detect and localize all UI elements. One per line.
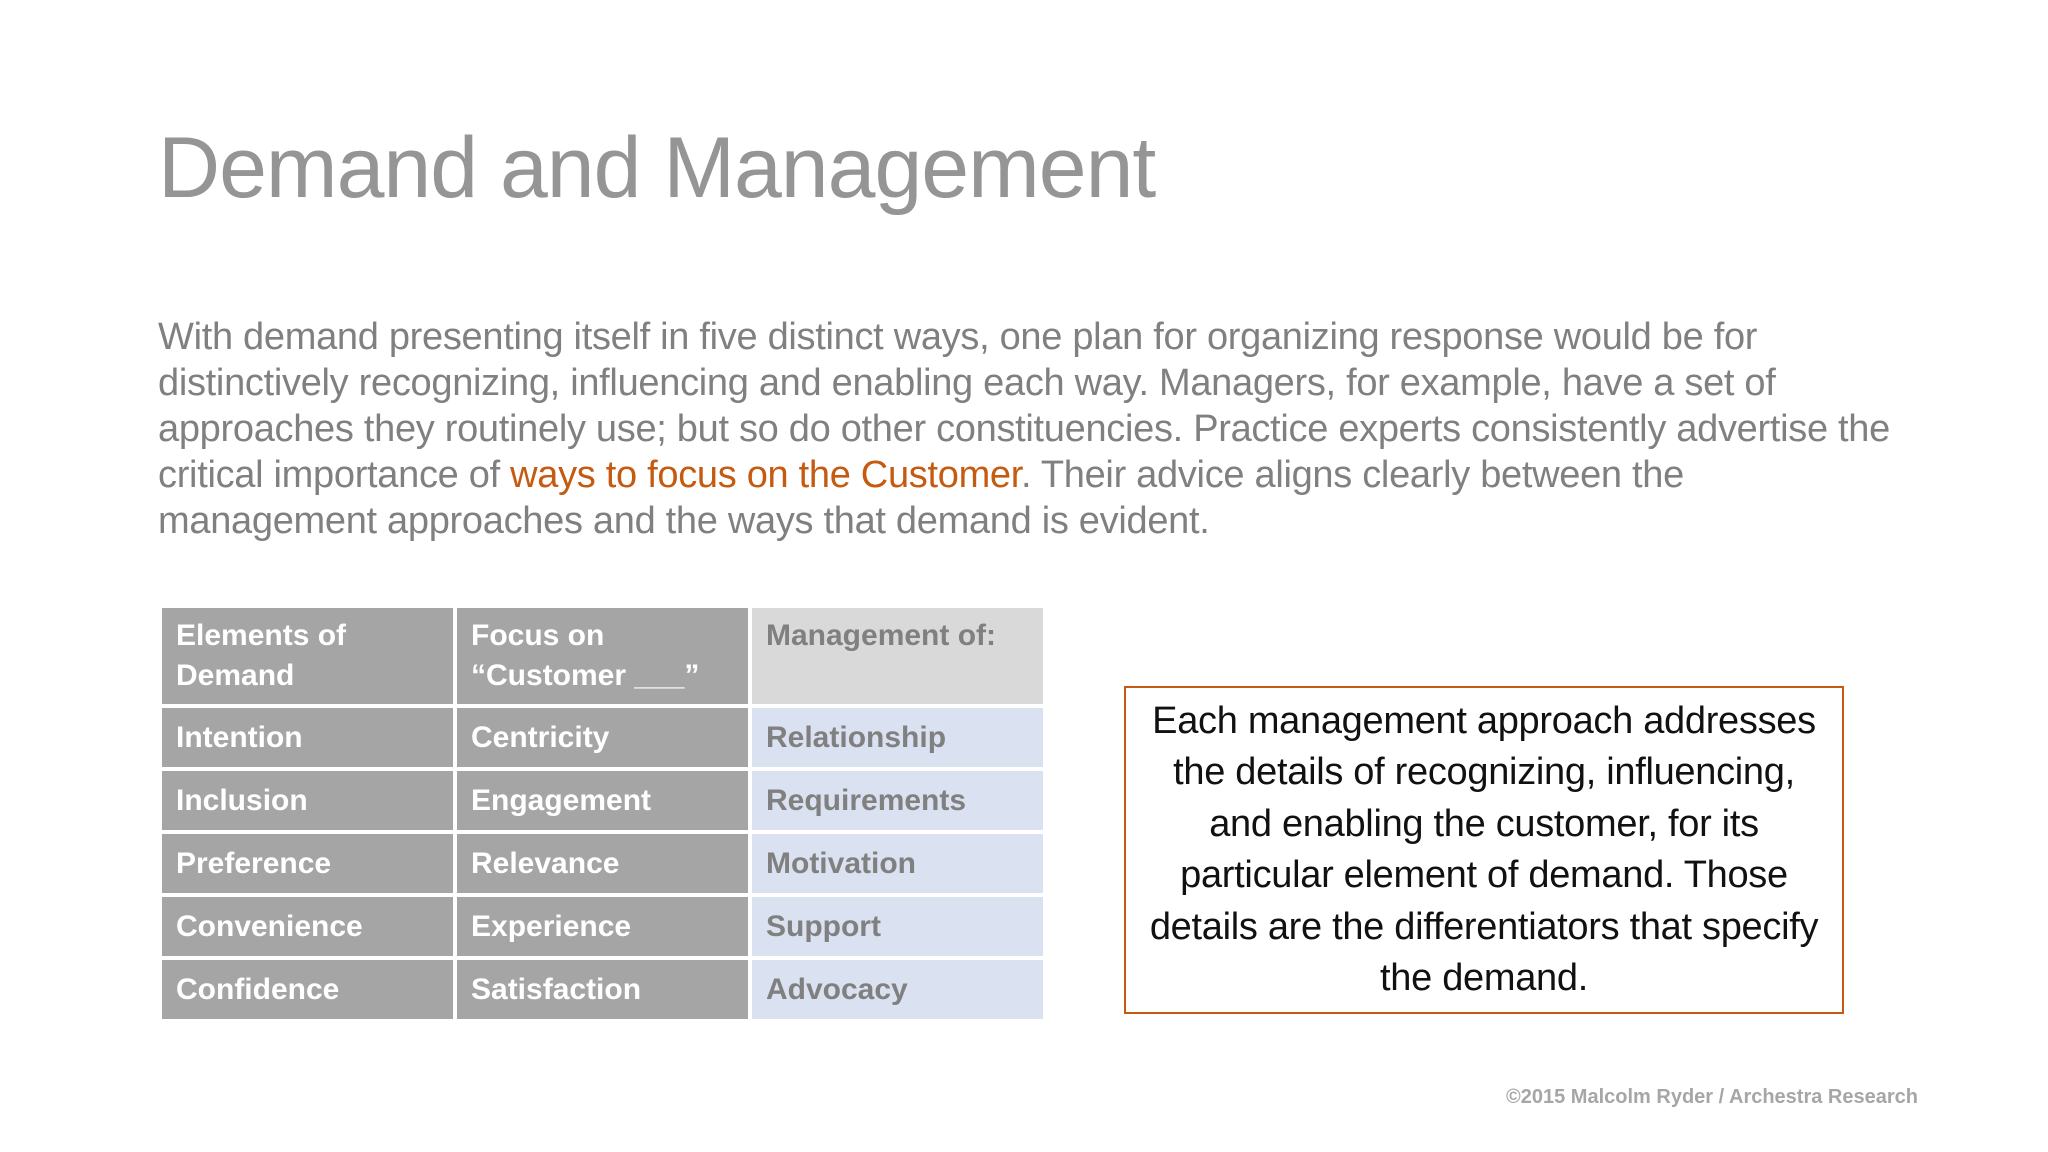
element-cell: Convenience <box>160 895 455 958</box>
focus-cell: Experience <box>455 895 750 958</box>
management-cell: Advocacy <box>750 958 1045 1021</box>
element-cell: Confidence <box>160 958 455 1021</box>
table-row <box>160 895 1045 958</box>
element-cell: Preference <box>160 832 455 895</box>
management-cell: Relationship <box>750 706 1045 769</box>
table-row <box>160 769 1045 832</box>
element-cell: Inclusion <box>160 769 455 832</box>
intro-paragraph <box>158 314 1898 544</box>
element-cell: Intention <box>160 706 455 769</box>
management-cell: Requirements <box>750 769 1045 832</box>
table-row <box>160 706 1045 769</box>
management-cell: Motivation <box>750 832 1045 895</box>
table-row <box>160 958 1045 1021</box>
intro-text-start: With demand presenting itself in five distinct ways, one plan for organizing response would be for distinctively recognizing, influencing and enabling each way. Managers, for example, have a set of approaches they routinely use; but so do other constituencies. Practice experts consistently advertise the critical importance of <box>158 316 1890 496</box>
focus-cell: Engagement <box>455 769 750 832</box>
slide-title: Demand and Management <box>158 120 1156 216</box>
management-cell: Support <box>750 895 1045 958</box>
header-elements-of-demand: Elements of Demand <box>160 606 455 706</box>
table-row <box>160 832 1045 895</box>
focus-cell: Centricity <box>455 706 750 769</box>
demand-table <box>158 604 1047 1023</box>
copyright-notice: ©2015 Malcolm Ryder / Archestra Research <box>1506 1086 1918 1108</box>
focus-cell: Satisfaction <box>455 958 750 1021</box>
table-header-row <box>160 606 1045 706</box>
intro-text-end: . Their advice aligns clearly between the management approaches and the ways that demand is evident. <box>158 454 1684 542</box>
callout-text: Each management approach addresses the details of recognizing, influencing, and enabling the customer, for its particular element of demand. Those details are the differentiators that specify the demand. <box>1149 699 1819 999</box>
callout-box <box>1124 686 1844 1014</box>
intro-highlight: ways to focus on the Customer <box>510 454 1022 496</box>
header-focus-on-customer: Focus on “Customer ___” <box>455 606 750 706</box>
focus-cell: Relevance <box>455 832 750 895</box>
header-management-of: Management of: <box>750 606 1045 706</box>
